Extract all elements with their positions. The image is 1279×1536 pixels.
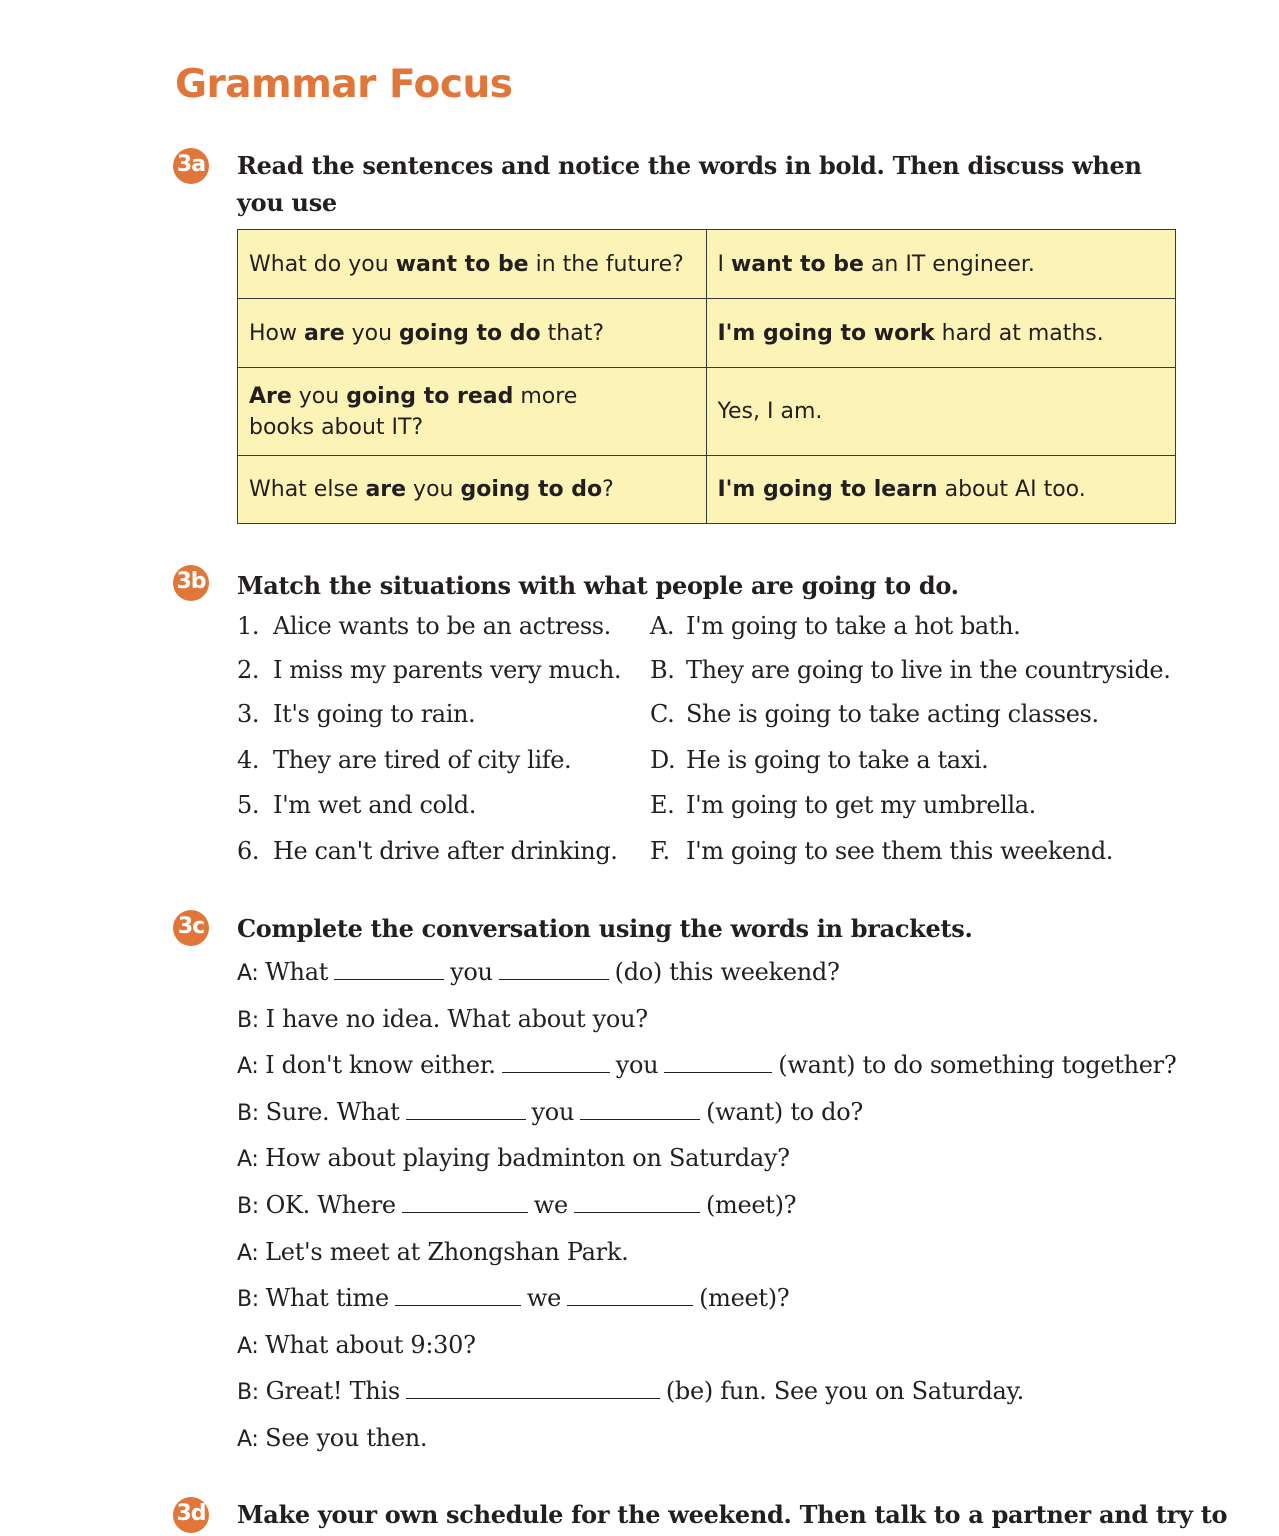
dialogue-text: See you then. [265,1424,428,1452]
speaker-label: A: [237,1333,266,1359]
section-badge-3c: 3c [173,910,209,946]
dialogue-text: I don't know either. [265,1051,496,1080]
answer-blank[interactable] [406,1397,660,1399]
option-item-number: A. [650,612,675,640]
dialogue-line [237,1238,628,1266]
option-item [650,837,1113,865]
section-badge-3b: 3b [173,565,209,601]
answer-blank[interactable] [502,1071,610,1073]
dialogue-text: OK. Where [265,1191,396,1219]
option-item-text: I'm going to take a hot bath. [686,612,1021,640]
answer-blank[interactable] [580,1118,700,1120]
option-item-number: B. [650,656,675,684]
situation-item-number: 4. [237,746,260,774]
situation-item-text: It's going to rain. [273,700,476,728]
dialogue-text: I have no idea. What about you? [265,1004,648,1033]
situation-item-number: 1. [237,612,260,640]
instruction-3c: Complete the conversation using the words in brackets. [237,914,973,943]
option-item-number: C. [650,700,675,728]
answer-blank[interactable] [567,1304,693,1306]
option-item-number: F. [650,837,670,865]
situation-item-text: They are tired of city life. [273,746,572,774]
dialogue-text: Great! This [265,1377,400,1406]
dialogue-line [237,1284,789,1312]
dialogue-text: What [265,958,329,986]
grammar-table [237,229,1176,524]
table-row [238,456,1176,524]
option-item-number: D. [650,746,676,774]
situation-item-text: I miss my parents very much. [273,656,622,684]
dialogue-text: you [450,958,493,986]
instruction-3a-text: Read the sentences and notice the words in bold. Then discuss when you use [237,151,1142,217]
dialogue-text: (do) this weekend? [614,958,840,986]
dialogue-line [237,1098,863,1126]
answer-blank[interactable] [334,978,444,980]
answer-blank[interactable] [664,1071,772,1073]
option-item-text: They are going to live in the countryside. [686,656,1171,684]
table-row [238,368,1176,456]
dialogue-line [237,1377,1024,1405]
dialogue-text: Let's meet at Zhongshan Park. [265,1237,629,1266]
answer-blank[interactable] [499,978,609,980]
dialogue-text: (be) fun. See you on Saturday. [665,1377,1024,1406]
table-cell-answer: I'm going to work hard at maths. [706,299,1176,368]
dialogue-text: we [533,1191,568,1219]
dialogue-line [237,1051,1176,1079]
speaker-label: A: [237,1427,266,1452]
table-cell-question: How are you going to do that? [238,299,707,368]
option-item-text: I'm going to get my umbrella. [686,791,1036,819]
instruction-3b: Match the situations with what people are going to do. [237,571,959,600]
dialogue-line [237,958,840,986]
dialogue-line [237,1424,427,1452]
option-item [650,700,1099,728]
dialogue-text: What time [265,1284,389,1313]
speaker-label: A: [237,1240,266,1266]
dialogue-text: (meet)? [699,1284,790,1313]
table-cell-question: What do you want to be in the future? [238,230,707,299]
speaker-label: A: [237,961,266,986]
answer-blank[interactable] [406,1118,526,1120]
table-cell-answer: I want to be an IT engineer. [706,230,1176,299]
dialogue-text: (want) to do? [706,1097,863,1126]
situation-item-text: He can't drive after drinking. [273,837,618,865]
option-item-number: E. [650,791,675,819]
situation-item-number: 6. [237,837,260,865]
table-cell-question: Are you going to read more books about IT? [238,368,707,456]
situation-item-text: I'm wet and cold. [273,791,477,819]
speaker-label: B: [237,1100,266,1126]
situation-item [237,700,475,728]
table-cell-answer: I'm going to learn about AI too. [706,456,1176,524]
table-row [238,299,1176,368]
dialogue-text: you [531,1097,575,1126]
answer-blank[interactable] [402,1211,528,1213]
situation-item [237,612,611,640]
dialogue-line [237,1331,476,1359]
answer-blank[interactable] [395,1304,521,1306]
situation-item-number: 5. [237,791,260,819]
answer-blank[interactable] [574,1211,700,1213]
option-item [650,791,1036,819]
option-item-text: She is going to take acting classes. [686,700,1099,728]
option-item [650,612,1020,640]
dialogue-line [237,1191,796,1219]
situation-item-number: 3. [237,700,260,728]
speaker-label: B: [237,1007,266,1033]
dialogue-text: Sure. What [265,1097,400,1126]
situation-item-text: Alice wants to be an actress. [273,612,611,640]
option-item-text: I'm going to see them this weekend. [686,837,1114,865]
speaker-label: B: [237,1194,266,1219]
option-item [650,746,988,774]
speaker-label: A: [237,1147,266,1173]
situation-item [237,791,476,819]
speaker-label: B: [237,1380,266,1406]
dialogue-text: you [615,1051,659,1080]
dialogue-line [237,1144,790,1172]
table-cell-answer: Yes, I am. [706,368,1176,456]
situation-item-number: 2. [237,656,260,684]
table-row [238,230,1176,299]
option-item [650,656,1170,684]
dialogue-line [237,1005,648,1033]
situation-item [237,837,618,865]
option-item-text: He is going to take a taxi. [686,746,989,774]
section-badge-3a: 3a [173,148,209,184]
page-title: Grammar Focus [175,62,513,107]
instruction-3d: Make your own schedule for the weekend. Then talk to a partner and try to [237,1500,1228,1529]
situation-item [237,746,571,774]
dialogue-text: What about 9:30? [265,1330,476,1359]
dialogue-text: (meet)? [705,1191,797,1219]
section-badge-3d: 3d [173,1497,209,1533]
speaker-label: B: [237,1287,266,1313]
dialogue-text: How about playing badminton on Saturday? [265,1144,790,1173]
dialogue-text: we [526,1284,562,1313]
speaker-label: A: [237,1054,266,1080]
situation-item [237,656,621,684]
dialogue-text: (want) to do something together? [778,1051,1177,1080]
table-cell-question: What else are you going to do? [238,456,707,524]
